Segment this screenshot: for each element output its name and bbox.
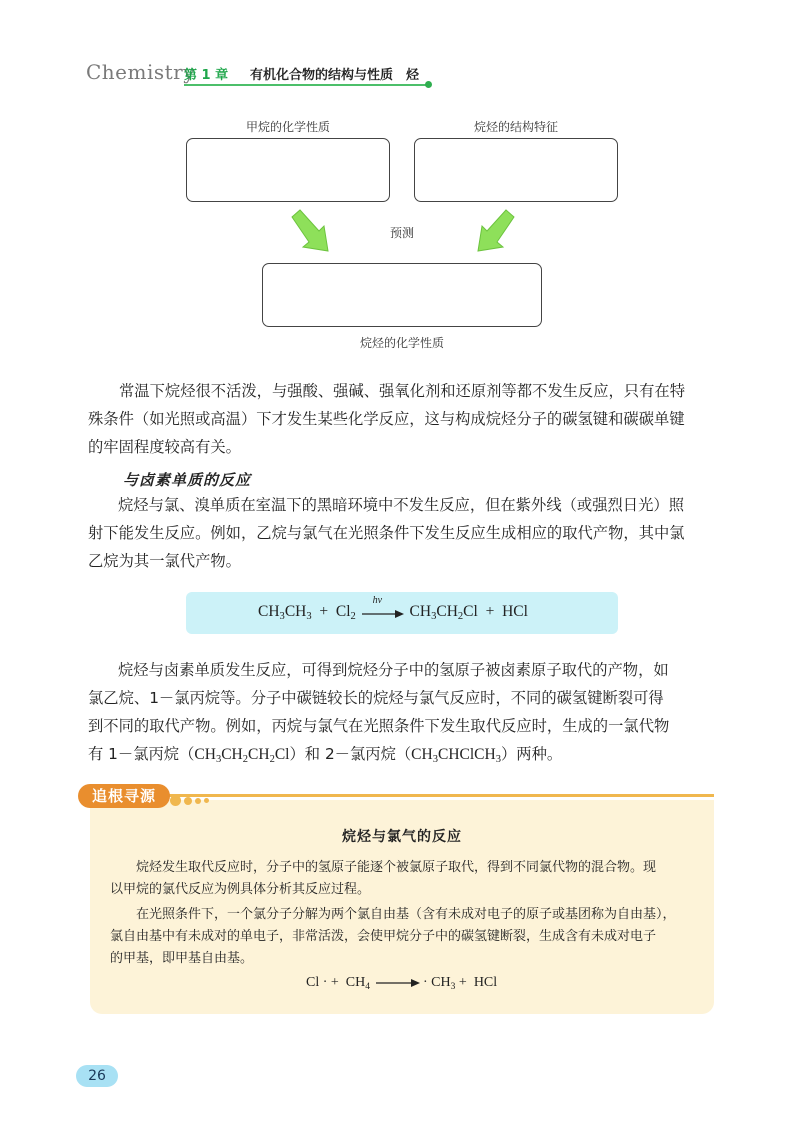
reaction-condition: hν <box>372 595 383 607</box>
text-line: 以甲烷的氯代反应为例具体分析其反应过程。 <box>110 882 371 897</box>
page-number: 26 <box>76 1065 118 1087</box>
arrow-down-right-icon <box>286 207 336 257</box>
text-line: 殊条件（如光照或高温）下才发生某些化学反应，这与构成烷烃分子的碳氢键和碳碳单键 <box>88 410 685 428</box>
text-line: 烷烃发生取代反应时，分子中的氢原子能逐个被氯原子取代，得到不同氯代物的混合物。现 <box>136 860 657 875</box>
equation-ethane-chlorination: $CH_3CH_3 + Cl_2$ hν $CH_3CH_2Cl$ + HCl <box>258 595 528 623</box>
paragraph-halogen <box>88 491 712 575</box>
feature-dots-icon <box>170 790 212 809</box>
header-chapter: 第 1 章 <box>184 68 229 83</box>
text-line: 有 1－氯丙烷$(CH_3CH_2CH_2Cl)$和 2－氯丙烷$(CH_3CHClCH_3)$两种。 <box>88 745 563 766</box>
header-brand: Chemistry <box>86 60 196 84</box>
equation-radical-step: Cl · + $CH_4 \cdot CH_3$ + HCl <box>306 975 498 992</box>
paragraph-intro <box>88 377 712 461</box>
arrow-down-left-icon <box>470 207 520 257</box>
feature-tag: 追根寻源 <box>78 784 170 808</box>
formula-1-chloropropane: $CH_3CH_2CH_2Cl$ <box>194 746 290 766</box>
diagram-caption-predict: 预测 <box>389 226 414 240</box>
text-line: 的甲基，即甲基自由基。 <box>110 951 254 966</box>
text-line: 氯乙烷、1－氯丙烷等。分子中碳链较长的烷烃与氯气反应时，不同的碳氢键断裂可得 <box>88 689 664 707</box>
text-line: 射下能发生反应。例如，乙烷与氯气在光照条件下发生反应生成相应的取代产物，其中氯 <box>88 524 685 542</box>
text-line: 在光照条件下，一个氯分子分解为两个氯自由基（含有未成对电子的原子或基团称为自由基）， <box>136 907 676 922</box>
diagram-caption-alkane-properties: 烷烃的化学性质 <box>359 336 444 350</box>
text-line: 氯自由基中有未成对的单电子，非常活泼，会使甲烷分子中的碳氢键断裂，生成含有未成对电子 <box>110 929 657 944</box>
text-line: 到不同的取代产物。例如，丙烷与氯气在光照条件下发生取代反应时，生成的一氯代物 <box>88 717 670 735</box>
text-line: 烷烃与氯、溴单质在室温下的黑暗环境中不发生反应，但在紫外线（或强烈日光）照 <box>118 496 684 514</box>
text-line: 烷烃与卤素单质发生反应，可得到烷烃分子中的氢原子被卤素原子取代的产物，如 <box>118 661 669 679</box>
text-line: 的牢固程度较高有关。 <box>88 438 241 456</box>
feature-paragraph-1 <box>110 857 700 901</box>
diagram-box-alkane-properties <box>262 263 542 327</box>
diagram-caption-methane: 甲烷的化学性质 <box>245 120 330 134</box>
diagram-box-structure <box>414 138 618 202</box>
paragraph-substitution <box>88 656 712 774</box>
formula-2-chloropropane: $CH_3CHClCH_3$ <box>411 746 501 766</box>
feature-paragraph-2 <box>110 904 700 970</box>
header-divider <box>184 84 428 86</box>
header-dot-icon <box>425 81 432 88</box>
feature-title: 烷烃与氯气的反应 <box>342 829 462 845</box>
header-title: 有机化合物的结构与性质 烃 <box>250 68 420 83</box>
diagram-caption-structure: 烷烃的结构特征 <box>473 120 558 134</box>
diagram-box-methane <box>186 138 390 202</box>
reaction-arrow-icon <box>360 595 406 619</box>
reaction-arrow-icon <box>374 979 420 987</box>
section-subheading: 与卤素单质的反应 <box>123 471 252 489</box>
text-line: 乙烷为其一氯代产物。 <box>88 552 241 570</box>
text-line: 常温下烷烃很不活泼，与强酸、强碱、强氧化剂和还原剂等都不发生反应，只有在特 <box>119 382 685 400</box>
